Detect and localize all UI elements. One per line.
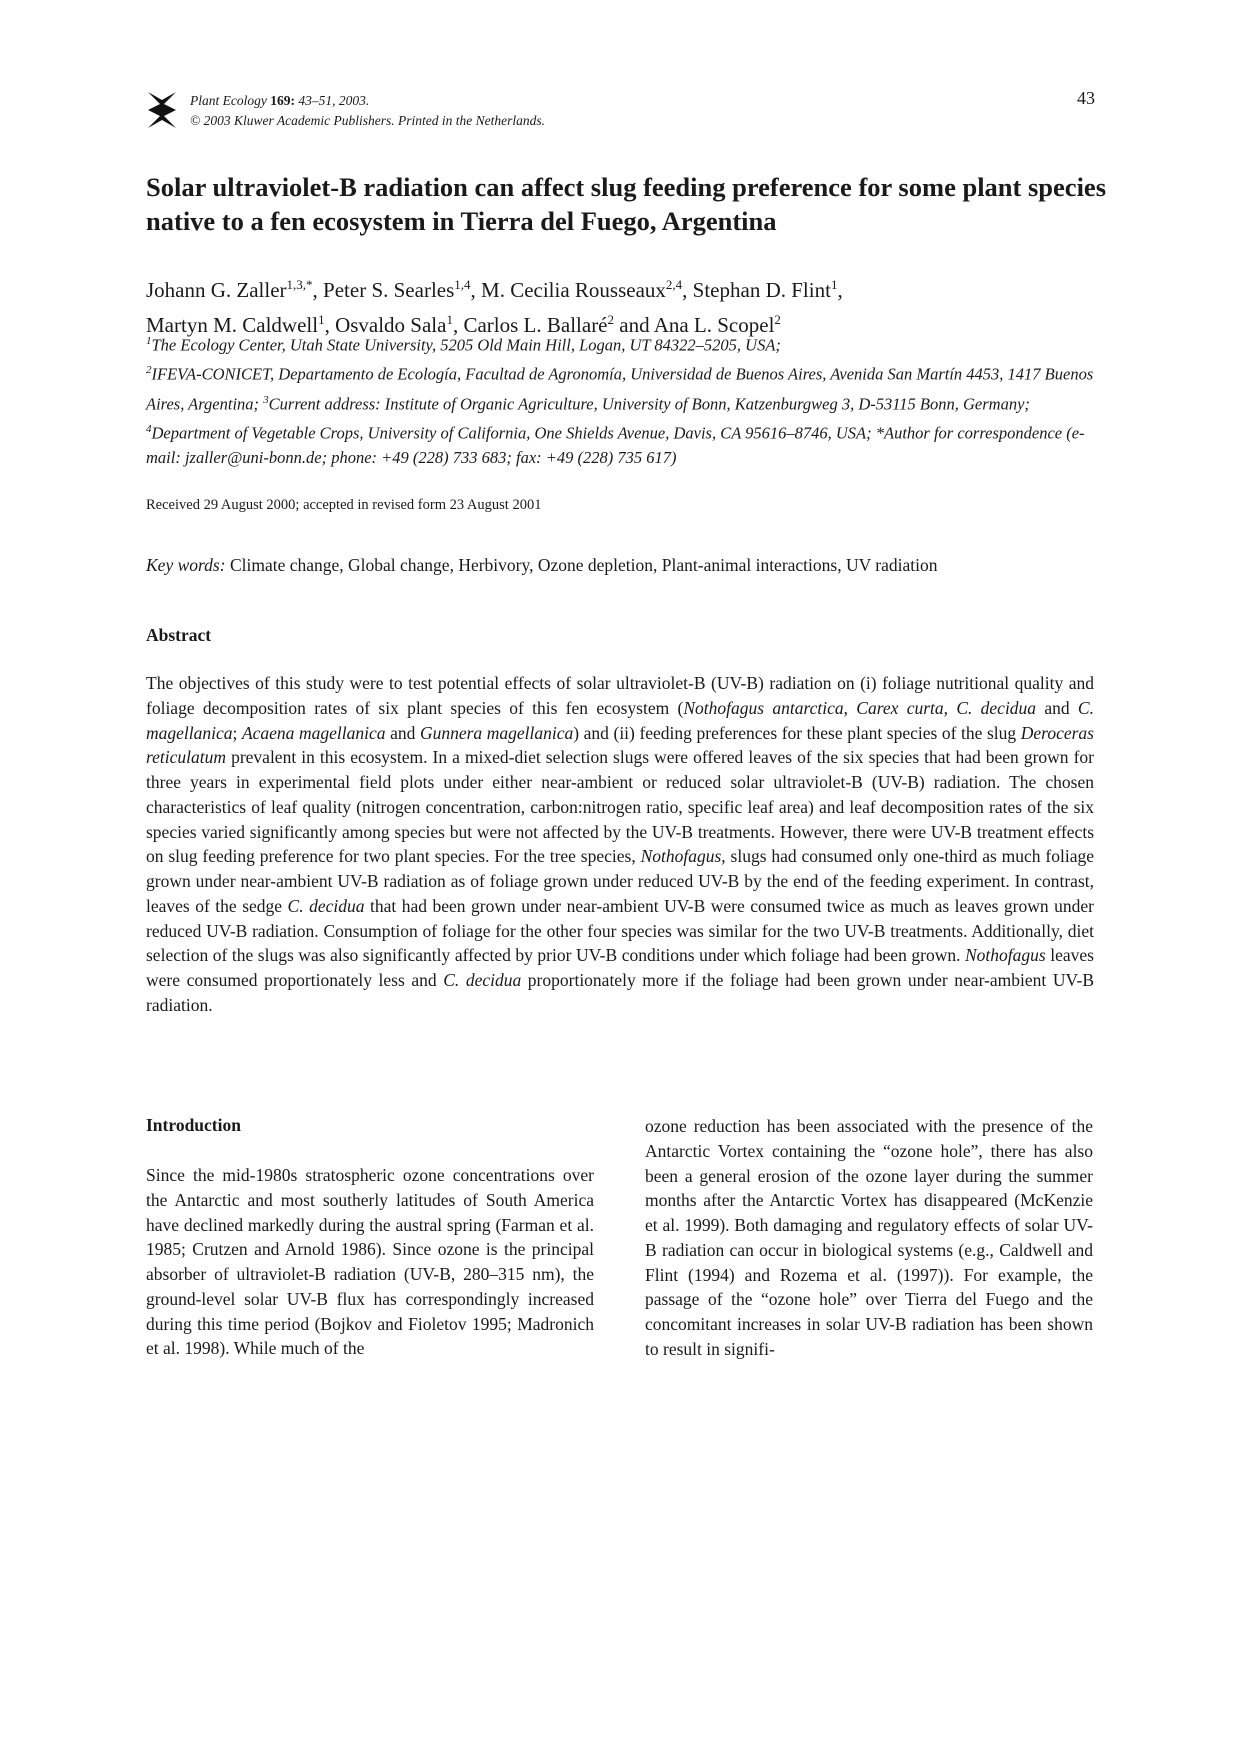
abstract-text: The objectives of this study were to test potential effects of solar ultraviolet-B (UV-B) radiation on (i) foliage nutritional quality and foliage decomposition rates of six plant species of this fen ecosystem ( (146, 673, 1094, 718)
abstract-text: that had been grown under near-ambient UV-B were consumed twice as much as leaves grown under reduced UV-B radiation. Consumption of foliage for the other four species was similar for the two UV-B treatments. Additionally, diet selection of the slugs was also significantly affected by prior UV-B conditions under which foliage had been grown. (146, 895, 1094, 966)
author-separator: , (682, 278, 693, 302)
affiliations (146, 329, 1106, 471)
author-separator: , (452, 313, 464, 337)
abstract-text: proportionately more if the foliage had been grown under near-ambient UV-B radiation. (146, 970, 1094, 1015)
abstract-species-name: Nothofagus (640, 846, 722, 867)
author-separator: and (614, 313, 654, 337)
author-separator: , (312, 278, 324, 302)
author-name: Ana L. Scopel (653, 313, 775, 337)
author-affiliation-mark: 1,3,* (286, 277, 313, 292)
abstract-text: ; (232, 722, 242, 743)
abstract-text: ) and (ii) feeding preferences for these plant species of the slug (573, 722, 1021, 743)
author-affiliation-mark: 1 (318, 312, 325, 327)
author-name: Carlos L. Ballaré (463, 313, 608, 337)
journal-pages: 43–51, 2003. (294, 93, 370, 108)
abstract-text: and (385, 722, 420, 743)
abstract-species-name: Deroceras reticulatum (146, 722, 1094, 768)
abstract-species-name: Carex curta, C. decidua (856, 697, 1037, 718)
author-affiliation-mark: 1 (830, 277, 838, 292)
received-dates: Received 29 August 2000; accepted in revised form 23 August 2001 (146, 497, 542, 513)
abstract-text: , (843, 697, 857, 718)
affiliation-mark: 2 (146, 364, 152, 377)
author-affiliation-mark: 1 (446, 312, 453, 327)
author-name: Peter S. Searles (323, 278, 455, 302)
affiliation-text: Department of Vegetable Crops, University of California, One Shields Avenue, Davis, CA 95616–8746, USA; *Author for correspondence (e-mail: jzaller@uni-bonn.de; phone: +49 (228) 733 683; fax: +49 (228) 735 617) (146, 423, 1085, 468)
author-name: Martyn M. Caldwell (146, 313, 319, 337)
page-number: 43 (1077, 88, 1095, 108)
author-affiliation-mark: 1,4 (454, 277, 471, 292)
abstract-species-name: Gunnera magellanica (419, 722, 574, 743)
journal-citation (190, 91, 545, 131)
introduction-column-left: Since the mid-1980s stratospheric ozone concentrations over the Antarctic and most southerly latitudes of South America have declined markedly during the austral spring (Farman et al. 1985; Crutzen and Arnold 1986). Since ozone is the principal absorber of ultraviolet-B radiation (UV-B, 280–315 nm), the ground-level solar UV-B flux has correspondingly increased during this time period (Bojkov and Fioletov 1995; Madronich et al. 1998). While much of the (146, 1165, 594, 1359)
author-separator: , (470, 278, 482, 302)
introduction-heading: Introduction (146, 1115, 241, 1135)
paper-title: Solar ultraviolet-B radiation can affect slug feeding preference for some plant species native to a fen ecosystem in Tierra del Fuego, Argentina (146, 172, 1107, 236)
affiliation-mark: 4 (146, 422, 152, 435)
journal-name: Plant Ecology (190, 93, 267, 108)
introduction-column-right: ozone reduction has been associated with the presence of the Antarctic Vortex containing the “ozone hole”, there has also been a general erosion of the ozone layer during the summer months after the Antarctic Vortex has disappeared (McKenzie et al. 1999). Both damaging and regulatory effects of solar UV-B radiation can occur in biological systems (e.g., Caldwell and Flint (1994) and Rozema et al. (1997)). For example, the passage of the “ozone hole” over Tierra del Fuego and the concomitant increases in solar UV-B radiation has been shown to result in signifi- (645, 1116, 1093, 1359)
abstract-species-name: C. magellanica (146, 697, 1094, 743)
abstract-text: , slugs had consumed only one-third as much foliage grown under near-ambient UV-B radiation as of foliage grown under reduced UV-B by the end of the feeding experiment. In contrast, leaves of the sedge (146, 846, 1094, 916)
abstract-text: and (1036, 697, 1078, 718)
affiliation-mark: 1 (146, 335, 152, 347)
keywords (146, 555, 1106, 576)
copyright-line: © 2003 Kluwer Academic Publishers. Printed in the Netherlands. (190, 113, 545, 128)
affiliation-text: The Ecology Center, Utah State University, 5205 Old Main Hill, Logan, UT 84322–5205, USA; (151, 335, 781, 355)
abstract-body (146, 671, 1094, 1018)
abstract-species-name: Acaena magellanica (241, 722, 386, 743)
abstract-species-name: Nothofagus antarctica (683, 697, 844, 718)
author-name: M. Cecilia Rousseaux (481, 278, 666, 302)
author-separator: , (837, 278, 843, 302)
author-name: Stephan D. Flint (692, 278, 831, 302)
affiliation-mark: 3 (263, 393, 269, 406)
abstract-text: leaves were consumed proportionately less and (146, 945, 1094, 990)
abstract-heading: Abstract (146, 625, 212, 645)
author-affiliation-mark: 2,4 (665, 277, 683, 292)
author-affiliation-mark: 2 (607, 312, 615, 327)
affiliation-text: Current address: Institute of Organic Agriculture, University of Bonn, Katzenburgweg 3, D-53115 Bonn, Germany; (268, 394, 1030, 414)
author-separator: , (324, 313, 336, 337)
abstract-species-name: C. decidua (287, 895, 365, 916)
publisher-logo-icon (146, 90, 178, 130)
abstract-species-name: C. decidua (443, 970, 522, 990)
journal-volume: 169: (270, 93, 295, 108)
abstract-species-name: Nothofagus (965, 945, 1046, 966)
keywords-label: Key words: (146, 555, 226, 575)
author-name: Osvaldo Sala (335, 313, 447, 337)
author-name: Johann G. Zaller (146, 278, 287, 302)
keywords-text: Climate change, Global change, Herbivory, Ozone depletion, Plant-animal interactions, UV radiation (229, 555, 938, 575)
abstract-text: prevalent in this ecosystem. In a mixed-diet selection slugs were offered leaves of the six species that had been grown for three years in experimental field plots under either near-ambient or reduced solar ultraviolet-B (UV-B) radiation. The chosen characteristics of leaf quality (nitrogen concentration, carbon:nitrogen ratio, specific leaf area) and leaf decomposition rates of the six species varied significantly among species but were not affected by the UV-B treatments. However, there were UV-B treatment effects on slug feeding preference for two plant species. For the tree species, (146, 747, 1094, 867)
affiliation-text: IFEVA-CONICET, Departamento de Ecología, Facultad de Agronomía, Universidad de Buenos Aires, Avenida San Martín 4453, 1417 Buenos Aires, Argentina; (146, 364, 1094, 414)
author-affiliation-mark: 2 (774, 312, 781, 327)
